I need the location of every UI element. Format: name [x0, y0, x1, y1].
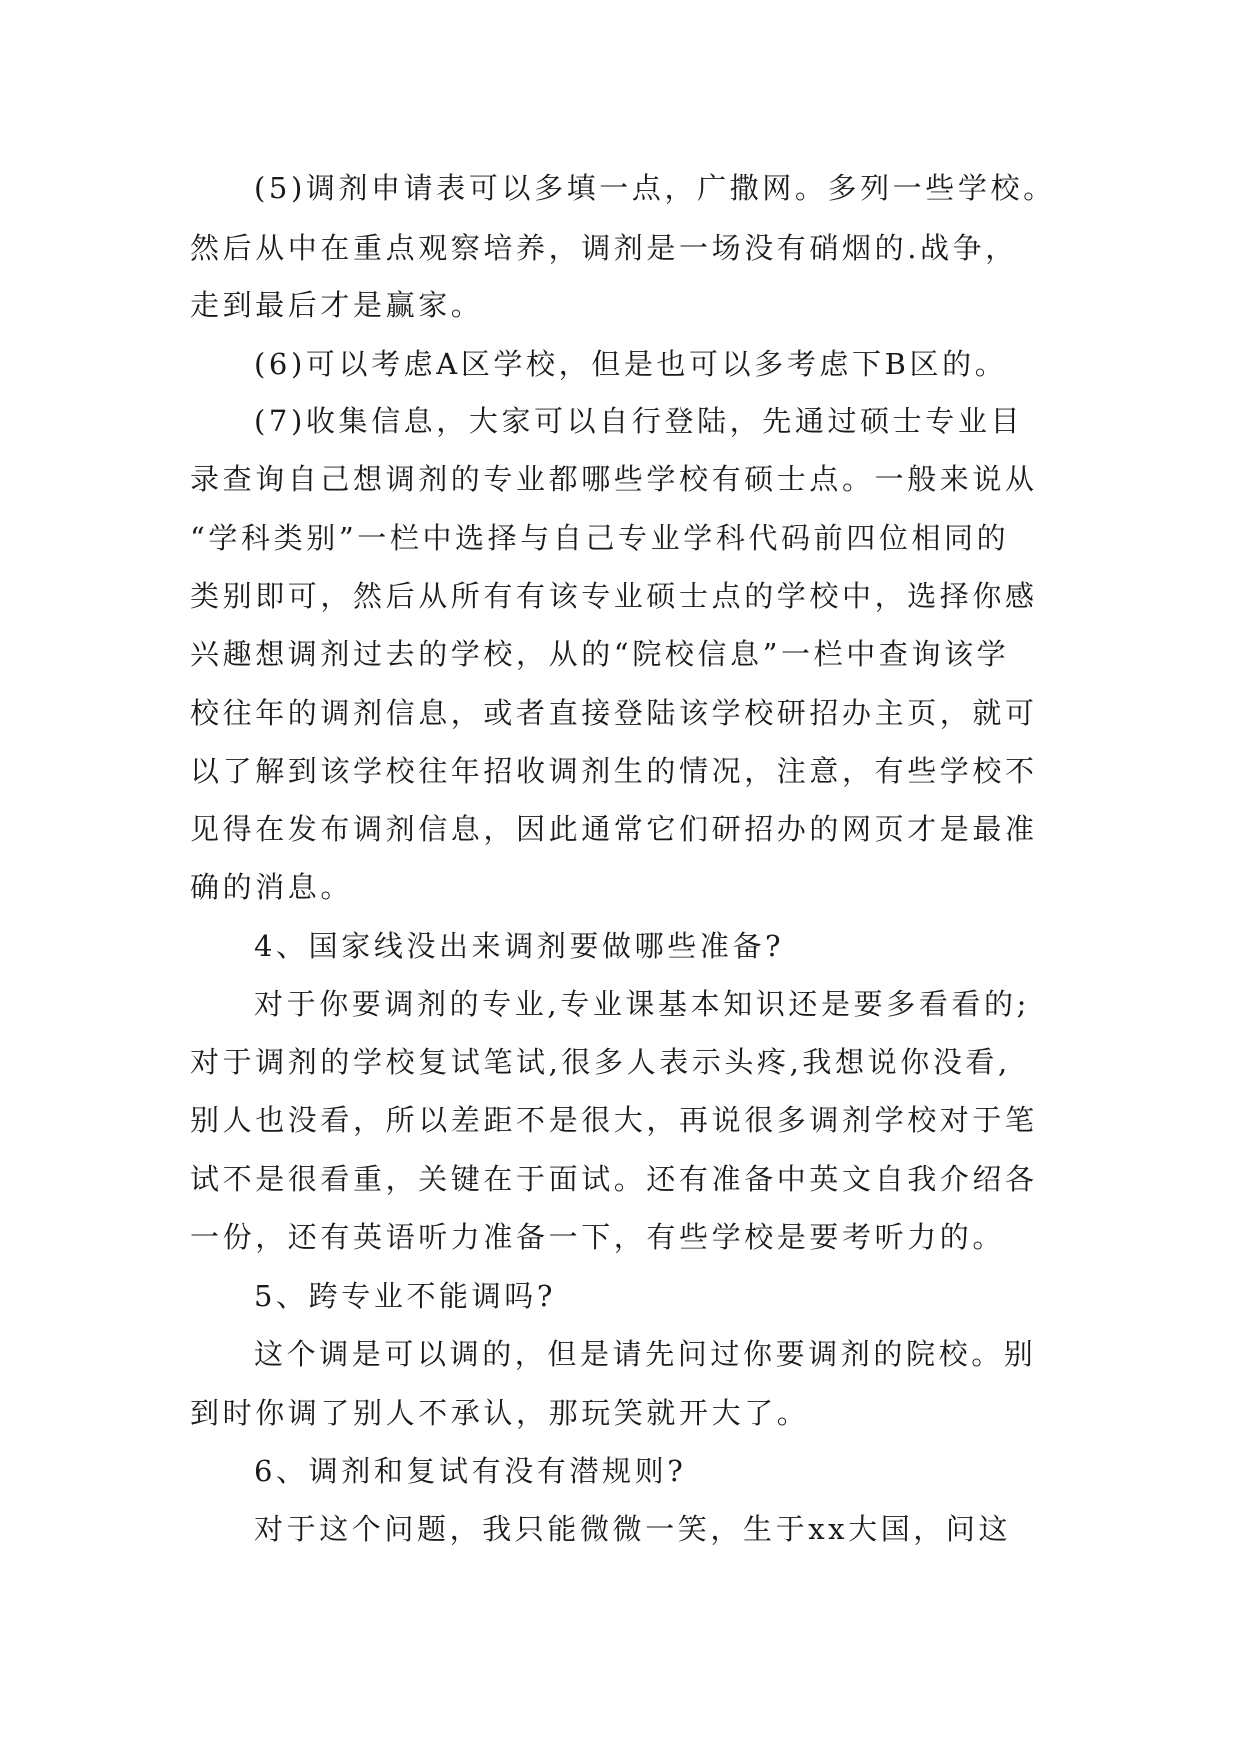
text-line: (7)收集信息，大家可以自行登陆，先通过硕士专业目: [254, 404, 1024, 438]
text-line: 录查询自己想调剂的专业都哪些学校有硕士点。一般来说从: [190, 462, 1038, 496]
section-heading: 4、国家线没出来调剂要做哪些准备?: [254, 929, 785, 963]
text-line: 到时你调了别人不承认，那玩笑就开大了。: [190, 1396, 810, 1430]
text-line: (5)调剂申请表可以多填一点，广撒网。多列一些学校。: [254, 171, 1056, 205]
text-line: “学科类别”一栏中选择与自己专业学科代码前四位相同的: [190, 521, 1010, 555]
text-line: 对于调剂的学校复试笔试,很多人表示头疼,我想说你没看,: [190, 1045, 1011, 1079]
text-line: 别人也没看，所以差距不是很大，再说很多调剂学校对于笔: [190, 1103, 1038, 1137]
section-heading: 5、跨专业不能调吗?: [254, 1279, 556, 1313]
section-heading: 6、调剂和复试有没有潜规则?: [254, 1454, 687, 1488]
text-line: 对于这个问题，我只能微微一笑，生于xx大国，问这: [254, 1512, 1012, 1546]
text-line: 走到最后才是赢家。: [190, 288, 484, 322]
text-line: (6)可以考虑A区学校，但是也可以多考虑下B区的。: [254, 347, 1008, 381]
text-line: 确的消息。: [190, 870, 354, 904]
text-line: 以了解到该学校往年招收调剂生的情况，注意，有些学校不: [190, 754, 1038, 788]
text-line: 然后从中在重点观察培养，调剂是一场没有硝烟的.战争，: [190, 231, 1018, 265]
text-line: 对于你要调剂的专业,专业课基本知识还是要多看看的;: [254, 987, 1030, 1021]
text-line: 试不是很看重，关键在于面试。还有准备中英文自我介绍各: [190, 1162, 1038, 1196]
text-line: 一份，还有英语听力准备一下，有些学校是要考听力的。: [190, 1220, 1006, 1254]
text-line: 见得在发布调剂信息，因此通常它们研招办的网页才是最准: [190, 812, 1038, 846]
text-line: 类别即可，然后从所有有该专业硕士点的学校中，选择你感: [190, 579, 1038, 613]
text-line: 兴趣想调剂过去的学校，从的“院校信息”一栏中查询该学: [190, 637, 1010, 671]
text-line: 这个调是可以调的，但是请先问过你要调剂的院校。别: [254, 1337, 1037, 1371]
text-line: 校往年的调剂信息，或者直接登陆该学校研招办主页，就可: [190, 696, 1038, 730]
